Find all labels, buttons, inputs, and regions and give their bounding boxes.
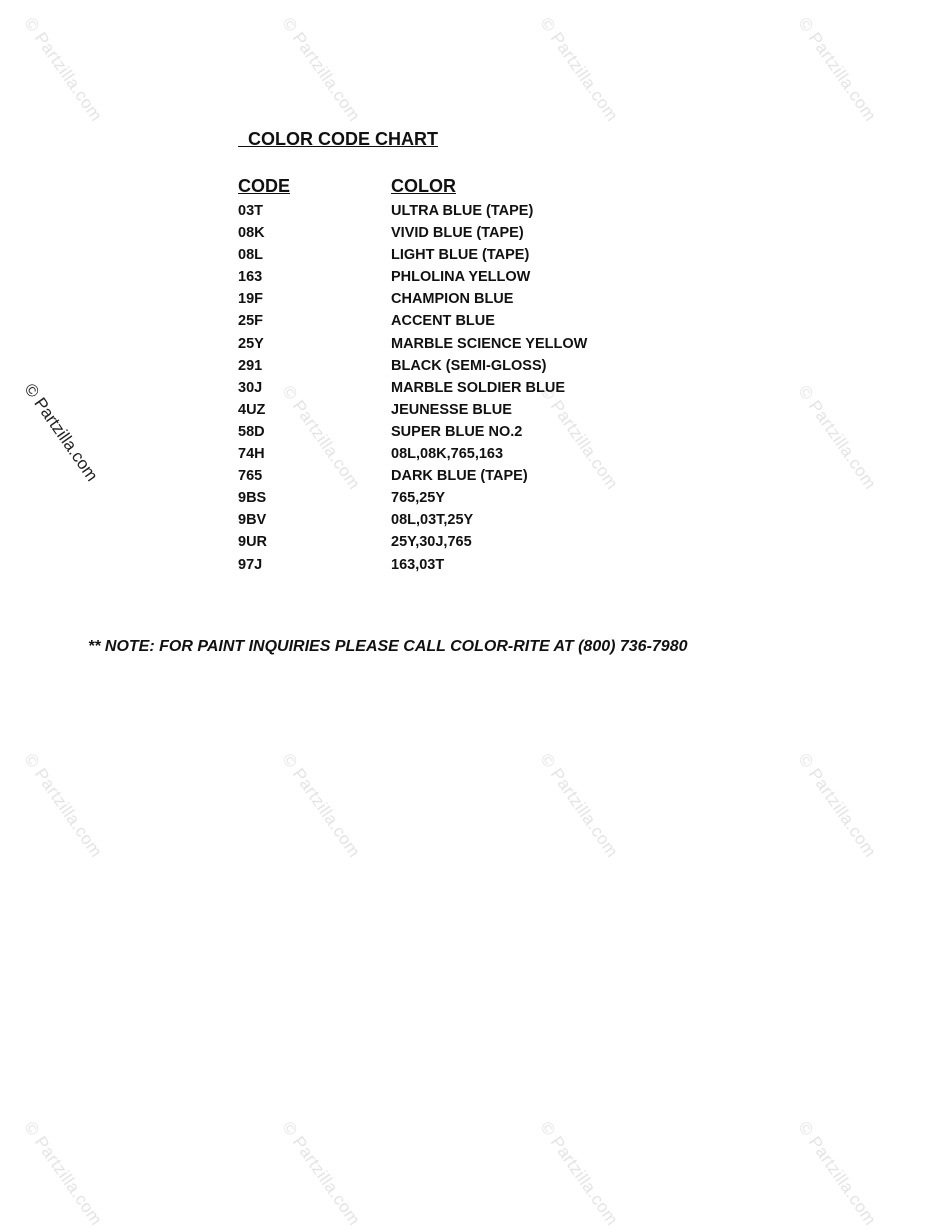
code-cell: 9BV	[238, 512, 267, 529]
table-row	[238, 356, 738, 378]
code-cell: 291	[238, 357, 263, 374]
watermark: © Partzilla.com	[278, 750, 365, 861]
code-cell: 74H	[238, 446, 265, 463]
watermark: © Partzilla.com	[794, 750, 881, 861]
color-cell: PHLOLINA YELLOW	[391, 269, 531, 286]
color-cell: CHAMPION BLUE	[391, 291, 514, 308]
column-header-color: COLOR	[391, 176, 456, 196]
color-cell: DARK BLUE (TAPE)	[391, 468, 528, 485]
color-cell: 08L,03T,25Y	[391, 512, 474, 529]
code-cell: 08L	[238, 247, 263, 264]
table-row	[238, 201, 738, 223]
color-cell: SUPER BLUE NO.2	[391, 423, 523, 440]
color-cell: LIGHT BLUE (TAPE)	[391, 247, 530, 264]
watermark: © Partzilla.com	[794, 1118, 881, 1229]
table-row	[238, 400, 738, 422]
table-row	[238, 466, 738, 488]
table-row	[238, 334, 738, 356]
code-cell: 25Y	[238, 335, 264, 352]
color-cell: MARBLE SCIENCE YELLOW	[391, 335, 588, 352]
table-row	[238, 245, 738, 267]
watermark: © Partzilla.com	[278, 14, 365, 125]
table-row	[238, 267, 738, 289]
code-cell: 03T	[238, 203, 263, 219]
table-row	[238, 488, 738, 510]
table-row	[238, 289, 738, 311]
table-row	[238, 422, 738, 444]
page-title: COLOR CODE CHART	[238, 129, 438, 149]
paint-inquiry-note: ** NOTE: FOR PAINT INQUIRIES PLEASE CALL COLOR-RITE AT (800) 736-7980	[88, 638, 688, 655]
table-row	[238, 378, 738, 400]
table-row	[238, 510, 738, 532]
watermark: © Partzilla.com	[20, 1118, 107, 1229]
color-cell: 163,03T	[391, 556, 445, 573]
watermark: © Partzilla.com	[278, 1118, 365, 1229]
watermark: © Partzilla.com	[536, 14, 623, 125]
table-row	[238, 555, 738, 577]
code-cell: 9BS	[238, 490, 267, 507]
watermark: © Partzilla.com	[536, 750, 623, 861]
color-cell: BLACK (SEMI-GLOSS)	[391, 357, 547, 374]
watermark: © Partzilla.com	[794, 382, 881, 493]
table-row	[238, 311, 738, 333]
code-cell: 97J	[238, 556, 263, 573]
color-cell: VIVID BLUE (TAPE)	[391, 225, 524, 242]
watermark: © Partzilla.com	[536, 1118, 623, 1229]
watermark: © Partzilla.com	[536, 382, 623, 493]
code-cell: 9UR	[238, 534, 268, 551]
code-cell: 25F	[238, 313, 263, 330]
table-row	[238, 223, 738, 245]
table-row	[238, 532, 738, 554]
color-cell: 08L,08K,765,163	[391, 446, 504, 463]
code-cell: 08K	[238, 225, 265, 242]
code-cell: 163	[238, 269, 263, 286]
color-code-table	[238, 201, 738, 577]
watermark: © Partzilla.com	[20, 14, 107, 125]
color-cell: ACCENT BLUE	[391, 313, 495, 330]
watermark: © Partzilla.com	[794, 14, 881, 125]
watermark: © Partzilla.com	[20, 750, 107, 861]
column-header-code: CODE	[238, 176, 291, 196]
table-row	[238, 444, 738, 466]
code-cell: 765	[238, 468, 263, 485]
color-cell: MARBLE SOLDIER BLUE	[391, 379, 565, 396]
code-cell: 19F	[238, 291, 263, 308]
code-cell: 30J	[238, 379, 263, 396]
code-cell: 58D	[238, 423, 265, 440]
watermark-dark: © Partzilla.com	[20, 380, 102, 485]
color-cell: 765,25Y	[391, 490, 446, 507]
color-cell: ULTRA BLUE (TAPE)	[391, 203, 534, 219]
code-cell: 4UZ	[238, 401, 266, 418]
color-cell: JEUNESSE BLUE	[391, 401, 512, 418]
color-cell: 25Y,30J,765	[391, 534, 472, 551]
watermark: © Partzilla.com	[278, 382, 365, 493]
